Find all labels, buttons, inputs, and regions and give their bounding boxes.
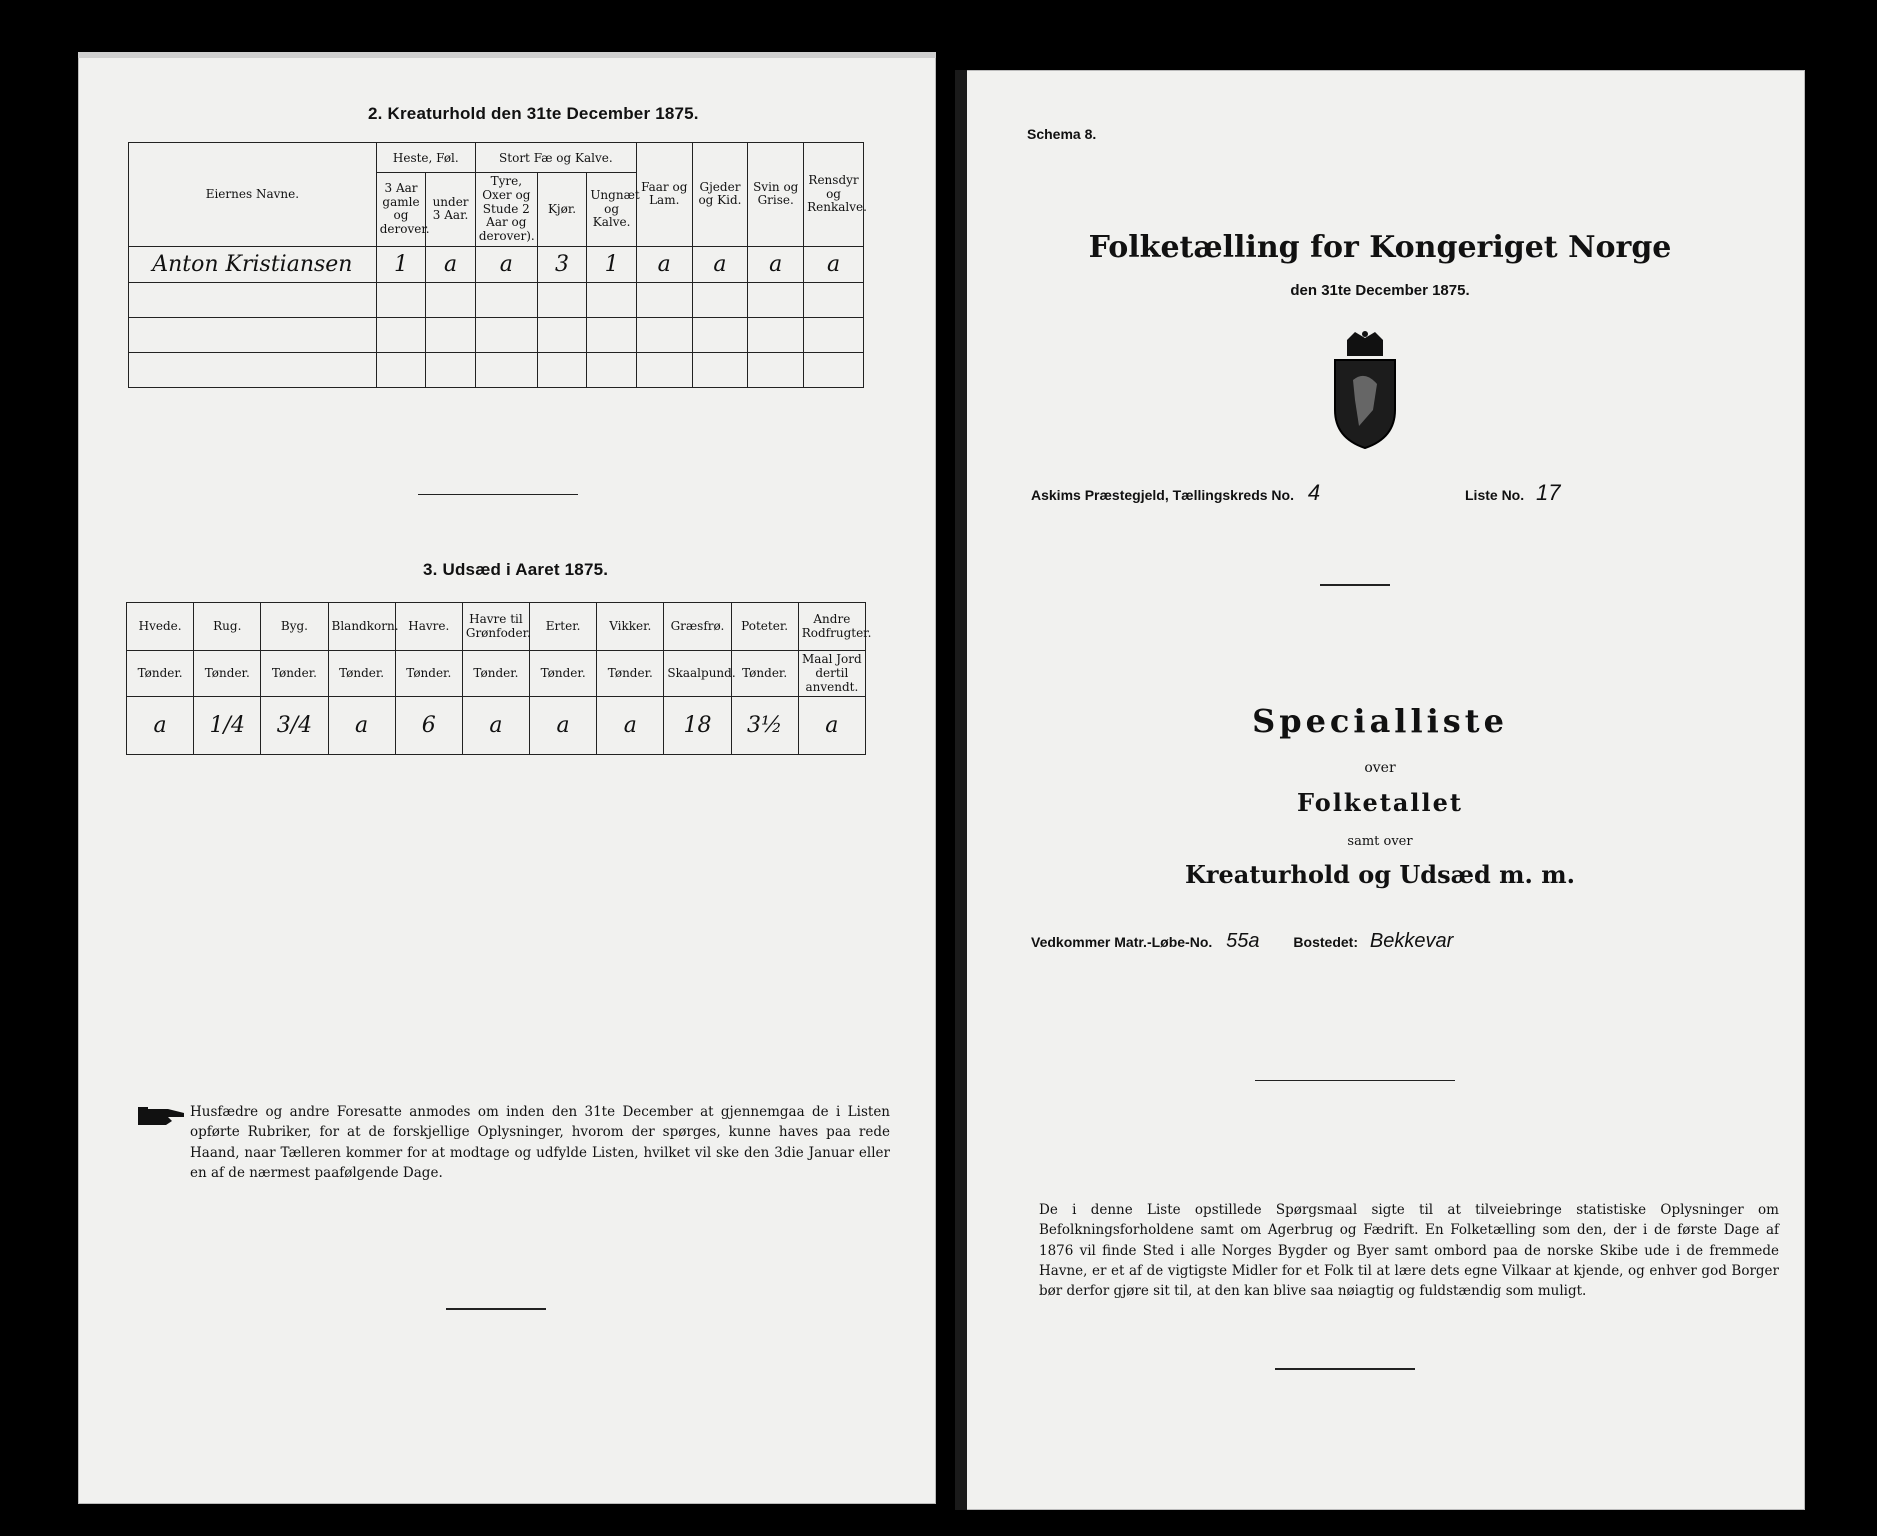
sow-value-cell: a xyxy=(597,697,664,755)
bosted-label: Bostedet: xyxy=(1293,934,1358,950)
sow-header: Græsfrø. xyxy=(664,603,731,651)
sow-unit: Tønder. xyxy=(127,651,194,697)
coat-of-arms-icon xyxy=(1325,330,1405,450)
sheep-cell: a xyxy=(636,246,692,282)
col-owner-header: Eiernes Navne. xyxy=(129,143,377,247)
sow-unit: Tønder. xyxy=(597,651,664,697)
divider xyxy=(418,494,578,495)
sowing-table xyxy=(126,602,872,755)
sow-value-cell: 18 xyxy=(664,697,731,755)
table-row xyxy=(127,697,866,755)
folketallet-text: Folketallet xyxy=(1297,788,1463,817)
schema-label: Schema 8. xyxy=(1027,126,1097,142)
sow-value-cell: 3½ xyxy=(731,697,798,755)
samt-over-text: samt over xyxy=(1347,834,1413,849)
col-horses-old-header: 3 Aar gamle og derover. xyxy=(376,173,426,247)
census-note: De i denne Liste opstillede Spørgsmaal sigte til at tilveiebringe statistiske Oplysninger om Befolkningsforholdene samt om Agerbrug og Fædrift. En Folketælling som den, der i de første Dage af 1876 vil finde Sted i alle Norges Bygder og Byer samt ombord paa de norske Skibe ude i de fremmede Havne, er et af de vigtigste Midler for et Folk til at lære dets egne Vilkaar at kjende, og enhver god Borger bør derfor gjøre sit til, at den kan blive saa nøiagtig og fuldstændig som muligt. xyxy=(1039,1202,1779,1299)
section3-title: 3. Udsæd i Aaret 1875. xyxy=(423,560,609,579)
col-sheep-header: Faar og Lam. xyxy=(636,143,692,247)
sow-unit: Tønder. xyxy=(261,651,328,697)
owner-cell: Anton Kristiansen xyxy=(129,246,377,282)
pointing-hand-icon xyxy=(138,1105,186,1127)
col-reindeer-header: Rensdyr og Renkalve. xyxy=(804,143,864,247)
reindeer-cell: a xyxy=(804,246,864,282)
liste-line xyxy=(1465,480,1561,506)
parish-line xyxy=(1031,480,1320,506)
sow-header: Rug. xyxy=(194,603,261,651)
sow-value-cell: a xyxy=(127,697,194,755)
sow-header: Hvede. xyxy=(127,603,194,651)
col-cows-header: Kjør. xyxy=(537,173,587,247)
sow-unit: Tønder. xyxy=(194,651,261,697)
divider xyxy=(446,1308,546,1310)
tellingskreds-no: 4 xyxy=(1307,480,1321,505)
sow-value-cell: a xyxy=(328,697,395,755)
over-text: over xyxy=(1364,760,1396,776)
table-row xyxy=(129,352,864,387)
sow-header: Andre Rodfrugter. xyxy=(798,603,865,651)
kreaturhold-title: Kreaturhold og Udsæd m. m. xyxy=(1185,860,1575,889)
sow-value-cell: 3/4 xyxy=(261,697,328,755)
divider xyxy=(1320,584,1390,586)
sow-header: Vikker. xyxy=(597,603,664,651)
sow-unit: Tønder. xyxy=(731,651,798,697)
col-bulls-header: Tyre, Oxer og Stude 2 Aar og derover). xyxy=(475,173,537,247)
sow-unit: Tønder. xyxy=(328,651,395,697)
sow-unit: Skaalpund. xyxy=(664,651,731,697)
sow-unit: Tønder. xyxy=(462,651,529,697)
sow-value-cell: a xyxy=(462,697,529,755)
pigs-cell: a xyxy=(748,246,804,282)
table-row xyxy=(129,246,864,282)
sow-header: Poteter. xyxy=(731,603,798,651)
sow-header: Blandkorn. xyxy=(328,603,395,651)
bosted-value: Bekkevar xyxy=(1369,930,1454,952)
sow-header: Havre. xyxy=(395,603,462,651)
col-pigs-header: Svin og Grise. xyxy=(748,143,804,247)
parish-label: Askims Præstegjeld, Tællingskreds No. xyxy=(1031,487,1294,503)
cows-cell: 3 xyxy=(537,246,587,282)
grp-cattle-header: Stort Fæ og Kalve. xyxy=(475,143,636,173)
main-title: Folketælling for Kongeriget Norge xyxy=(1088,230,1672,265)
col-goats-header: Gjeder og Kid. xyxy=(692,143,748,247)
sow-header: Havre til Grønfoder. xyxy=(462,603,529,651)
sow-value-cell: a xyxy=(798,697,865,755)
grp-horses-header: Heste, Føl. xyxy=(376,143,475,173)
livestock-table xyxy=(128,142,867,388)
specialliste-title: Specialliste xyxy=(1252,702,1508,740)
sow-unit: Maal Jord dertil anvendt. xyxy=(798,651,865,697)
date-line: den 31te December 1875. xyxy=(1290,282,1470,299)
horses-old-cell: 1 xyxy=(376,246,426,282)
liste-label: Liste No. xyxy=(1465,487,1525,503)
col-young-cattle-header: Ungnæt og Kalve. xyxy=(587,173,637,247)
sow-header: Byg. xyxy=(261,603,328,651)
instruction-note: Husfædre og andre Foresatte anmodes om inden den 31te December at gjennemgaa de i Listen opførte Rubriker, for at de forskjellige Oplysninger, hvorom der spørges, kunne haves paa rede Haand, naar Tælleren kommer for at modtage og udfylde Listen, hvilket vil ske den 3die Januar eller en af de nærmest paafølgende Dage. xyxy=(190,1104,890,1181)
divider xyxy=(1275,1368,1415,1370)
matr-line xyxy=(1031,930,1453,953)
col-horses-young-header: under 3 Aar. xyxy=(426,173,476,247)
young-cattle-cell: 1 xyxy=(587,246,637,282)
bulls-cell: a xyxy=(475,246,537,282)
section2-title: 2. Kreaturhold den 31te December 1875. xyxy=(368,104,699,123)
table-row xyxy=(129,282,864,317)
table-row xyxy=(129,317,864,352)
sow-value-cell: 1/4 xyxy=(194,697,261,755)
matr-no: 55a xyxy=(1226,930,1260,952)
sow-unit: Tønder. xyxy=(530,651,597,697)
horses-young-cell: a xyxy=(426,246,476,282)
divider xyxy=(1255,1080,1455,1081)
liste-no: 17 xyxy=(1536,480,1561,505)
page-edge xyxy=(78,52,936,58)
sow-header: Erter. xyxy=(530,603,597,651)
left-page xyxy=(78,52,936,1504)
right-page xyxy=(955,70,1805,1510)
sow-value-cell: 6 xyxy=(395,697,462,755)
sow-unit: Tønder. xyxy=(395,651,462,697)
goats-cell: a xyxy=(692,246,748,282)
sow-value-cell: a xyxy=(530,697,597,755)
matr-label: Vedkommer Matr.-Løbe-No. xyxy=(1031,934,1213,950)
